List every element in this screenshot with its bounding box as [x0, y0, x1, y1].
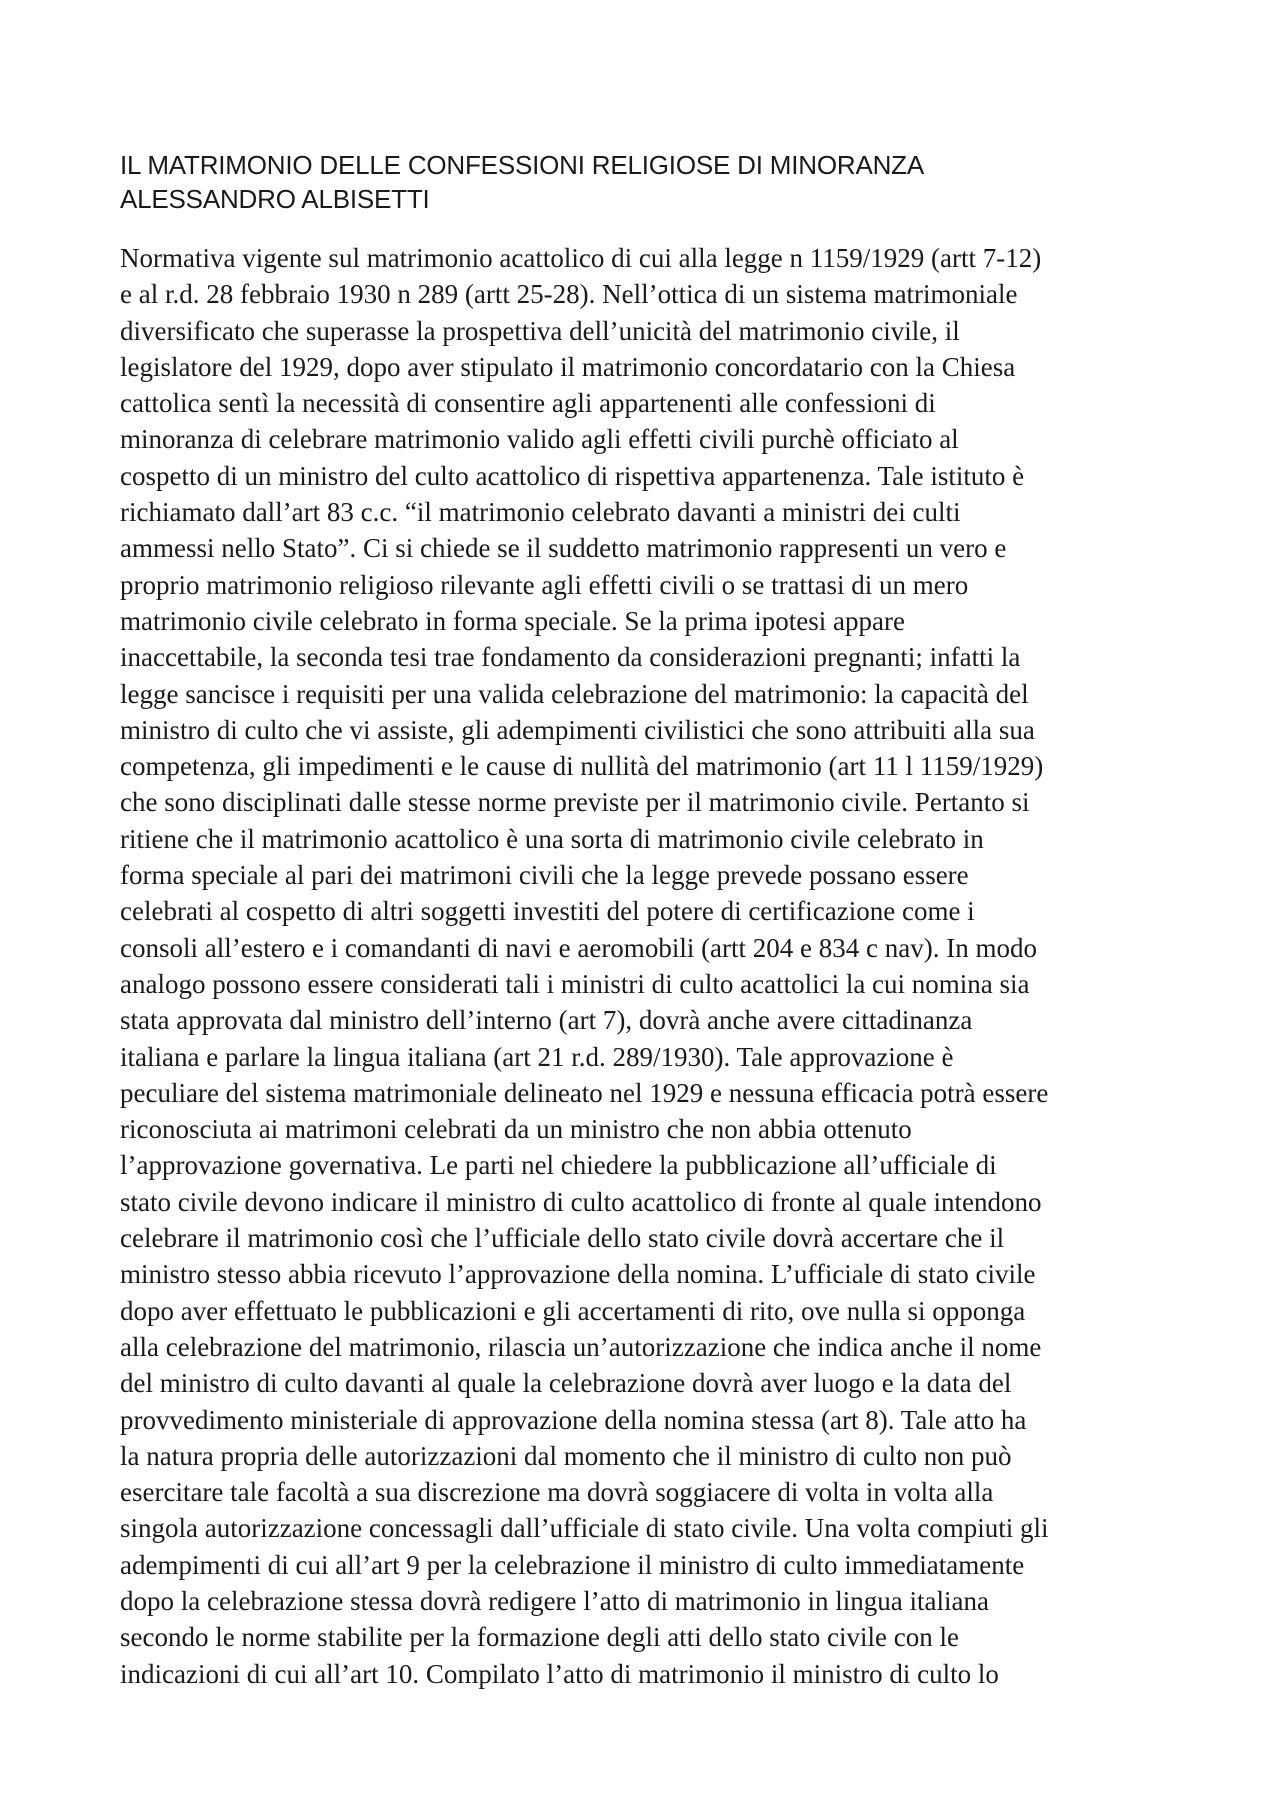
- text-line: cattolica sentì la necessità di consentire agli appartenenti alle confessioni di: [120, 388, 936, 419]
- heading-title-line: IL MATRIMONIO DELLE CONFESSIONI RELIGIOSE DI MINORANZA: [120, 150, 924, 180]
- text-line: forma speciale al pari dei matrimoni civili che la legge prevede possano essere: [120, 860, 969, 891]
- text-line: celebrati al cospetto di altri soggetti investiti del potere di certificazione come i: [120, 896, 975, 927]
- body-paragraph: [120, 240, 1220, 1692]
- text-line: competenza, gli impedimenti e le cause di nullità del matrimonio (art 11 l 1159/1929): [120, 751, 1044, 782]
- text-line: e al r.d. 28 febbraio 1930 n 289 (artt 25-28). Nell’ottica di un sistema matrimoniale: [120, 279, 1018, 310]
- text-line: dopo aver effettuato le pubblicazioni e gli accertamenti di rito, ove nulla si opponga: [120, 1295, 1026, 1326]
- text-line: stata approvata dal ministro dell’interno (art 7), dovrà anche avere cittadinanza: [120, 1005, 973, 1036]
- text-line: l’approvazione governativa. Le parti nel chiedere la pubblicazione all’ufficiale di: [120, 1150, 997, 1181]
- text-line: consoli all’estero e i comandanti di navi e aeromobili (artt 204 e 834 c nav). In modo: [120, 932, 1037, 963]
- text-line: minoranza di celebrare matrimonio valido agli effetti civili purchè officiato al: [120, 424, 959, 455]
- text-line: diversificato che superasse la prospettiva dell’unicità del matrimonio civile, il: [120, 315, 960, 346]
- text-line: esercitare tale facoltà a sua discrezione ma dovrà soggiacere di volta in volta alla: [120, 1477, 994, 1508]
- text-line: secondo le norme stabilite per la formazione degli atti dello stato civile con le: [120, 1622, 959, 1653]
- text-line: italiana e parlare la lingua italiana (art 21 r.d. 289/1930). Tale approvazione è: [120, 1041, 954, 1072]
- text-line: stato civile devono indicare il ministro di culto acattolico di fronte al quale intendono: [120, 1186, 1042, 1217]
- text-line: del ministro di culto davanti al quale la celebrazione dovrà aver luogo e la data del: [120, 1368, 1012, 1399]
- document-heading: [120, 148, 1220, 216]
- text-line: la natura propria delle autorizzazioni dal momento che il ministro di culto non può: [120, 1440, 1012, 1471]
- heading-author-line: ALESSANDRO ALBISETTI: [120, 184, 430, 214]
- text-line: proprio matrimonio religioso rilevante agli effetti civili o se trattasi di un mero: [120, 569, 969, 600]
- text-line: alla celebrazione del matrimonio, rilascia un’autorizzazione che indica anche il nome: [120, 1331, 1042, 1362]
- text-line: richiamato dall’art 83 c.c. “il matrimonio celebrato davanti a ministri dei culti: [120, 497, 961, 528]
- text-line: inaccettabile, la seconda tesi trae fondamento da considerazioni pregnanti; infatti la: [120, 642, 1021, 673]
- text-line: ammessi nello Stato”. Ci si chiede se il suddetto matrimonio rappresenti un vero e: [120, 533, 1007, 564]
- text-line: peculiare del sistema matrimoniale delineato nel 1929 e nessuna efficacia potrà essere: [120, 1077, 1049, 1108]
- text-line: ministro di culto che vi assiste, gli adempimenti civilistici che sono attribuiti alla sua: [120, 714, 1035, 745]
- text-line: riconosciuta ai matrimoni celebrati da un ministro che non abbia ottenuto: [120, 1114, 912, 1145]
- text-line: singola autorizzazione concessagli dall’ufficiale di stato civile. Una volta compiuti gli: [120, 1513, 1049, 1544]
- text-line: ministro stesso abbia ricevuto l’approvazione della nomina. L’ufficiale di stato civile: [120, 1259, 1036, 1290]
- text-line: dopo la celebrazione stessa dovrà redigere l’atto di matrimonio in lingua italiana: [120, 1585, 989, 1616]
- text-line: celebrare il matrimonio così che l’ufficiale dello stato civile dovrà accertare che il: [120, 1223, 1005, 1254]
- text-line: legislatore del 1929, dopo aver stipulato il matrimonio concordatario con la Chiesa: [120, 351, 1016, 382]
- text-line: che sono disciplinati dalle stesse norme previste per il matrimonio civile. Pertanto si: [120, 787, 1030, 818]
- text-line: adempimenti di cui all’art 9 per la celebrazione il ministro di culto immediatamente: [120, 1549, 1025, 1580]
- text-line: matrimonio civile celebrato in forma speciale. Se la prima ipotesi appare: [120, 605, 905, 636]
- text-line: legge sancisce i requisiti per una valida celebrazione del matrimonio: la capacità del: [120, 678, 1029, 709]
- text-line: ritiene che il matrimonio acattolico è una sorta di matrimonio civile celebrato in: [120, 823, 984, 854]
- text-line: indicazioni di cui all’art 10. Compilato l’atto di matrimonio il ministro di culto lo: [120, 1658, 999, 1689]
- text-line: cospetto di un ministro del culto acattolico di rispettiva appartenenza. Tale istituto è: [120, 460, 1025, 491]
- text-line: analogo possono essere considerati tali i ministri di culto acattolici la cui nomina sia: [120, 968, 1030, 999]
- text-line: provvedimento ministeriale di approvazione della nomina stessa (art 8). Tale atto ha: [120, 1404, 1027, 1435]
- text-line: Normativa vigente sul matrimonio acattolico di cui alla legge n 1159/1929 (artt 7-12): [120, 243, 1042, 273]
